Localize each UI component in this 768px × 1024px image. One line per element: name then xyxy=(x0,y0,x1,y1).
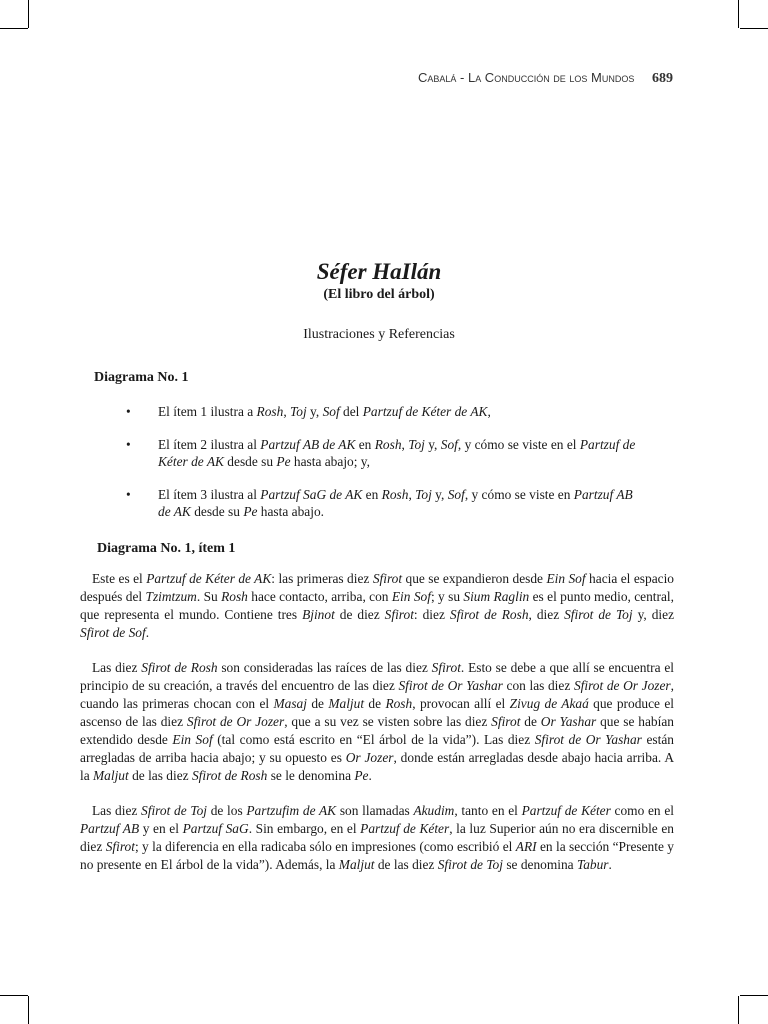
text-run: de las diez xyxy=(128,768,192,783)
italic-term: Sfirot de Rosh xyxy=(449,607,529,622)
italic-term: Sof xyxy=(322,404,340,419)
text-run: y, diez xyxy=(632,607,675,622)
text-run: y, xyxy=(431,487,448,502)
italic-term: Sfirot de Or Yashar xyxy=(398,678,503,693)
italic-term: Sfirot de Or Jozer xyxy=(573,678,671,693)
text-run: , donde están arregladas desde abajo hacia arriba. A la xyxy=(80,750,675,783)
italic-term: Sfirot de Toj xyxy=(437,857,503,872)
italic-term: Akudim xyxy=(413,803,455,818)
text-run: de diez xyxy=(334,607,385,622)
text-run: , xyxy=(283,404,291,419)
bullet-item xyxy=(126,486,646,520)
text-run: hasta abajo. xyxy=(257,504,324,519)
italic-term: Ein Sof xyxy=(172,732,213,747)
text-run: . xyxy=(608,857,612,872)
bullet-list xyxy=(126,403,646,536)
italic-term: Tabur xyxy=(576,857,609,872)
italic-term: Pe xyxy=(276,454,291,469)
text-run: hace contacto, arriba, con xyxy=(247,589,392,604)
italic-term: Partzuf de Kéter de AK xyxy=(362,404,488,419)
italic-term: Sfirot xyxy=(491,714,521,729)
text-run: , xyxy=(487,404,491,419)
crop-mark-left-bottom xyxy=(0,995,28,996)
text-run: . Sin embargo, en el xyxy=(248,821,361,836)
crop-mark-left-top xyxy=(0,28,28,29)
italic-term: Ein Sof xyxy=(391,589,431,604)
italic-term: Masaj xyxy=(273,696,307,711)
crop-mark-top-left xyxy=(28,0,29,28)
text-run: de los xyxy=(207,803,247,818)
crop-mark-right-bottom xyxy=(740,995,768,996)
italic-term: Pe xyxy=(354,768,369,783)
page-number: 689 xyxy=(652,71,673,86)
diagram-heading: Diagrama No. 1 xyxy=(94,370,189,385)
text-run: de las diez xyxy=(374,857,438,872)
item-heading: Diagrama No. 1, ítem 1 xyxy=(97,541,236,556)
text-run: con las diez xyxy=(502,678,574,693)
italic-term: Zivug de Akaá xyxy=(509,696,589,711)
text-run: , y cómo se viste en el xyxy=(457,437,580,452)
text-run: son consideradas las raíces de las diez xyxy=(217,660,432,675)
paragraph xyxy=(80,802,674,874)
text-run: , diez xyxy=(528,607,565,622)
title-block xyxy=(80,258,678,344)
italic-term: Rosh xyxy=(381,487,409,502)
italic-term: Partzufim de AK xyxy=(246,803,337,818)
text-run: de xyxy=(306,696,329,711)
text-run: El ítem 1 ilustra a xyxy=(158,404,257,419)
text-run: , cuando las primeras chocan con el xyxy=(80,678,674,711)
text-run: : las primeras diez xyxy=(271,571,373,586)
running-header xyxy=(300,70,673,87)
text-run: se le denomina xyxy=(267,768,355,783)
italic-term: Partzuf AB de AK xyxy=(158,487,633,519)
paragraph xyxy=(80,570,674,642)
text-run: , provocan allí el xyxy=(412,696,510,711)
text-run: , tanto en el xyxy=(454,803,522,818)
book-title: Séfer HaIlán xyxy=(316,259,442,284)
text-run: El ítem 2 ilustra al xyxy=(158,437,261,452)
text-run: de xyxy=(364,696,386,711)
body-text xyxy=(80,570,674,891)
italic-term: Partzuf AB xyxy=(80,821,140,836)
text-run: es el punto medio, central, que representa el mundo. Contiene tres xyxy=(80,589,675,622)
italic-term: Sfirot de Rosh xyxy=(191,768,268,783)
text-run: ; y su xyxy=(430,589,464,604)
crop-mark-right-top xyxy=(740,28,768,29)
italic-term: Maljut xyxy=(93,768,129,783)
italic-term: Sfirot xyxy=(384,607,414,622)
text-run: . xyxy=(145,625,150,640)
text-run: como en el xyxy=(610,803,674,818)
crop-mark-bottom-left xyxy=(28,996,29,1024)
text-run: que produce el ascenso de las diez xyxy=(80,696,674,729)
italic-term: Partzuf de Kéter de AK xyxy=(146,571,272,586)
text-run: están arregladas de arriba hacia abajo; y su opuesto es xyxy=(80,732,674,765)
text-run: en la sección “Presente y no presente en El árbol de la vida”). Además, la xyxy=(80,839,674,872)
italic-term: Sof xyxy=(447,487,465,502)
italic-term: Maljut xyxy=(328,696,365,711)
italic-term: Toj xyxy=(415,487,432,502)
text-run: Las diez xyxy=(92,660,142,675)
section-heading: Ilustraciones y Referencias xyxy=(303,327,455,342)
text-run: que se expandieron desde xyxy=(402,571,547,586)
italic-term: Pe xyxy=(243,504,258,519)
italic-term: Sfirot de Toj xyxy=(564,607,633,622)
text-run: hasta abajo; y, xyxy=(290,454,370,469)
text-run: hacia el espacio después del xyxy=(80,571,674,604)
text-run: . Esto se debe a que allí se encuentra el principio de su creación, a través del encuentro de las diez xyxy=(80,660,674,693)
italic-term: Partzuf AB de AK xyxy=(260,437,356,452)
italic-term: Tzimtzum xyxy=(145,589,197,604)
text-run: (tal como está escrito en “El árbol de la vida”). Las diez xyxy=(212,732,535,747)
italic-term: Or Yashar xyxy=(540,714,597,729)
italic-term: Sfirot de Rosh xyxy=(141,660,218,675)
text-run: , xyxy=(408,487,416,502)
italic-term: Rosh xyxy=(221,589,248,604)
italic-term: Sfirot xyxy=(372,571,403,586)
italic-term: Or Jozer xyxy=(345,750,394,765)
text-run: El ítem 3 ilustra al xyxy=(158,487,261,502)
italic-term: Sof xyxy=(440,437,458,452)
text-run: ; y la diferencia en ella radicaba sólo en impresiones (como escribió el xyxy=(134,839,516,854)
crop-mark-top-right xyxy=(738,0,739,28)
italic-term: Sfirot xyxy=(431,660,461,675)
text-run: . Su xyxy=(196,589,222,604)
text-run: , y cómo se viste en xyxy=(464,487,574,502)
bullet-item xyxy=(126,403,646,420)
text-run: y, xyxy=(306,404,323,419)
text-run: en xyxy=(362,487,382,502)
italic-term: ARI xyxy=(515,839,537,854)
italic-term: Toj xyxy=(408,437,425,452)
italic-term: Partzuf SaG xyxy=(182,821,249,836)
italic-term: Sfirot xyxy=(105,839,135,854)
book-subtitle: (El libro del árbol) xyxy=(323,287,435,302)
text-run: Las diez xyxy=(92,803,142,818)
text-run: , xyxy=(401,437,409,452)
text-run: , la luz Superior aún no era discernible en diez xyxy=(80,821,674,854)
bullet-item xyxy=(126,436,646,470)
italic-term: Sfirot de Or Jozer xyxy=(186,714,285,729)
text-run: Este es el xyxy=(92,571,147,586)
text-run: del xyxy=(339,404,363,419)
paragraph xyxy=(80,659,674,785)
text-run: en xyxy=(355,437,375,452)
text-run: desde su xyxy=(190,504,244,519)
italic-term: Sfirot de Sof xyxy=(80,625,146,640)
running-title: Cabalá - La Conducción de los Mundos xyxy=(418,70,635,85)
italic-term: Sfirot de Toj xyxy=(141,803,207,818)
text-run: . xyxy=(368,768,372,783)
italic-term: Partzuf de Kéter xyxy=(360,821,450,836)
italic-term: Bjinot xyxy=(302,607,335,622)
italic-term: Sfirot de Or Yashar xyxy=(534,732,642,747)
text-run: y, xyxy=(424,437,441,452)
italic-term: Ein Sof xyxy=(546,571,586,586)
italic-term: Sium Raglin xyxy=(463,589,530,604)
italic-term: Partzuf de Kéter de AK xyxy=(158,437,636,469)
italic-term: Partzuf de Kéter xyxy=(521,803,611,818)
text-run: son llamadas xyxy=(336,803,414,818)
italic-term: Toj xyxy=(290,404,307,419)
text-run: que se habían extendido desde xyxy=(80,714,674,747)
italic-term: Rosh xyxy=(256,404,284,419)
italic-term: Rosh xyxy=(374,437,402,452)
italic-term: Rosh xyxy=(385,696,413,711)
italic-term: Maljut xyxy=(338,857,375,872)
text-run: : diez xyxy=(413,607,450,622)
text-run: , que a su vez se visten sobre las diez xyxy=(284,714,492,729)
text-run: y en el xyxy=(139,821,183,836)
text-run: de xyxy=(520,714,541,729)
italic-term: Partzuf SaG de AK xyxy=(260,487,363,502)
crop-mark-bottom-right xyxy=(738,996,739,1024)
text-run: se denomina xyxy=(502,857,577,872)
text-run: desde su xyxy=(223,454,277,469)
